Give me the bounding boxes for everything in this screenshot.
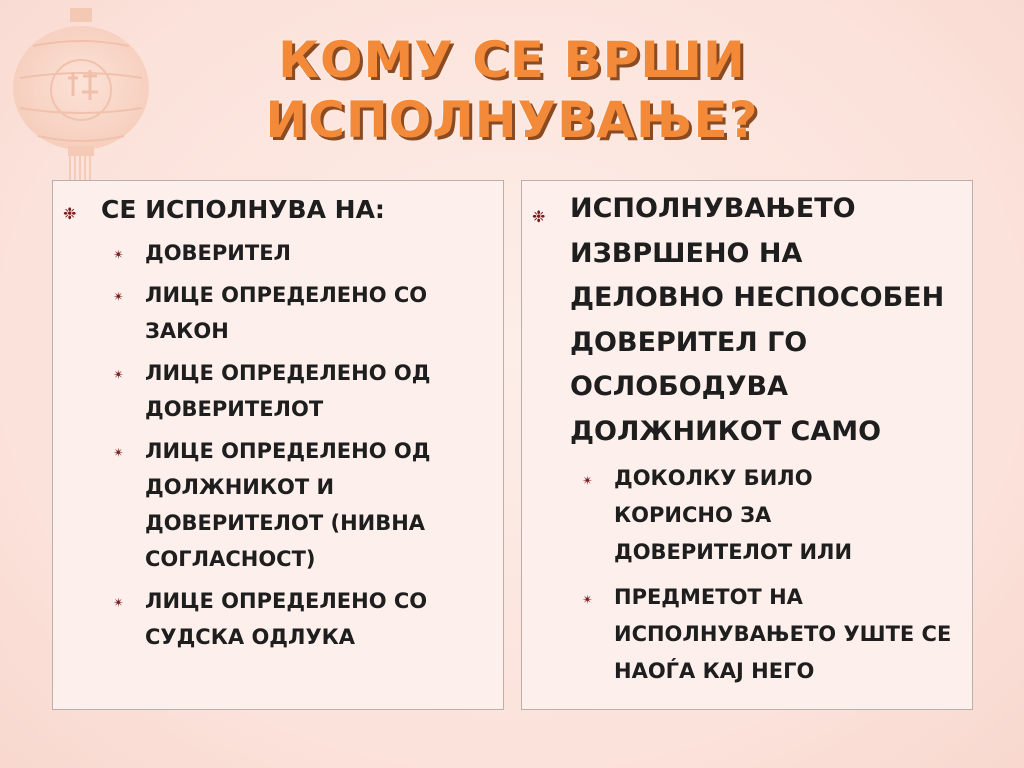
list-item: ✴ ЛИЦЕ ОПРЕДЕЛЕНО СО СУДСКА ОДЛУКА: [145, 583, 503, 655]
list-item: ✴ ДОКОЛКУ БИЛО КОРИСНО ЗА ДОВЕРИТЕЛОТ ИЛИ: [614, 460, 972, 571]
right-heading-item: [532, 187, 972, 454]
star-bullet-icon: ✴: [113, 248, 124, 263]
title-line-1: КОМУ СЕ ВРШИ: [278, 31, 746, 89]
left-heading: СЕ ИСПОЛНУВА НА:: [101, 195, 385, 224]
star-bullet-icon: ✴: [113, 446, 124, 461]
right-content-box: [521, 180, 973, 710]
star-bullet-icon: ✴: [582, 474, 593, 489]
star-bullet-icon: ✴: [113, 290, 124, 305]
left-sublist: [113, 235, 503, 655]
right-heading: ИСПОЛНУВАЊЕТО ИЗВРШЕНО НА ДЕЛОВНО НЕСПОСОБЕН ДОВЕРИТЕЛ ГО ОСЛОБОДУВА ДОЛЖНИКОТ САМО: [570, 193, 945, 447]
list-item: ✴ ЛИЦЕ ОПРЕДЕЛЕНО СО ЗАКОН: [145, 277, 503, 349]
slide-title: [0, 30, 1024, 150]
star-bullet-icon: ✴: [113, 596, 124, 611]
star-bullet-icon: ✴: [113, 368, 124, 383]
right-sublist: [582, 460, 972, 690]
star-bullet-icon: ✴: [582, 593, 593, 608]
left-content-box: [52, 180, 504, 710]
list-item: ✴ ЛИЦЕ ОПРЕДЕЛЕНО ОД ДОВЕРИТЕЛОТ: [145, 355, 503, 427]
list-item: ✴ ПРЕДМЕТОТ НА ИСПОЛНУВАЊЕТО УШТЕ СЕ НАОЃА КАЈ НЕГО: [614, 579, 972, 690]
bullet-icon: ❉: [63, 204, 77, 223]
list-item: ✴ ЛИЦЕ ОПРЕДЕЛЕНО ОД ДОЛЖНИКОТ И ДОВЕРИТЕЛОТ (НИВНА СОГЛАСНОСТ): [145, 433, 503, 577]
bullet-icon: ❉: [532, 207, 546, 226]
list-item: ✴ ДОВЕРИТЕЛ: [145, 235, 503, 271]
left-heading-item: [63, 193, 503, 227]
title-line-2: ИСПОЛНУВАЊЕ?: [265, 91, 759, 149]
